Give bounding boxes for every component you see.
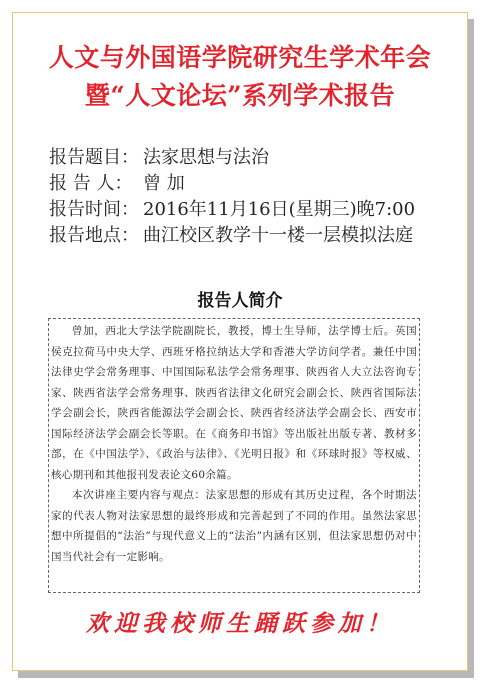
location-value: 曲江校区教学十一楼一层模拟法庭 [143, 225, 413, 246]
speaker-value: 曾 加 [143, 173, 185, 194]
bio-heading: 报告人简介 [197, 291, 283, 311]
topic-value: 法家思想与法治 [143, 147, 269, 168]
poster-title-line1: 人文与外国语学院研究生学术年会 [48, 43, 432, 72]
poster-title-line2: 暨“人文论坛”系列学术报告 [84, 81, 396, 110]
lecture-summary-paragraph: 本次讲座主要内容与观点：法家思想的形成有其历史过程，各个时期法家的代表人物对法家思想的最终形成和完善起到了不同的作用。虽然法家思想中所提倡的“法治”与现代意义上的“法治”内涵有区别，但法家思想仍对中国当代社会有一定影响。 [51, 489, 417, 563]
speaker-label: 报 告 人： [49, 173, 133, 194]
time-value: 2016年11月16日(星期三)晚7:00 [143, 199, 416, 220]
time-label: 报告时间： [49, 199, 139, 220]
poster-page [12, 12, 468, 671]
time-row [49, 199, 459, 221]
speaker-row [49, 173, 459, 195]
location-label: 报告地点： [49, 225, 139, 246]
location-row [49, 225, 459, 247]
topic-row [49, 147, 459, 169]
bio-box [48, 318, 420, 593]
bio-paragraph: 曾加，西北大学法学院副院长，教授，博士生导师，法学博士后。英国侯克拉荷马中央大学、西班牙格拉纳达大学和香港大学访问学者。兼任中国法律史学会常务理事、中国国际私法学会常务理事、陕西省人大立法咨询专家、陕西省法学会常务理事、陕西省法律文化研究会副会长、陕西省国际法学会副会长，陕西省能源法学会副会长、陕西省经济法学会副会长、西安市国际经济法学会副会长等职。在《商务印书馆》等出版社出版专著、教材多部，在《中国法学》、《政治与法律》、《光明日报》和《环球时报》等权威、核心期刊和其他报刊发表论文60余篇。 [51, 325, 417, 481]
topic-label: 报告题目： [49, 147, 139, 168]
welcome-slogan: 欢迎我校师生踊跃参加！ [86, 610, 394, 637]
